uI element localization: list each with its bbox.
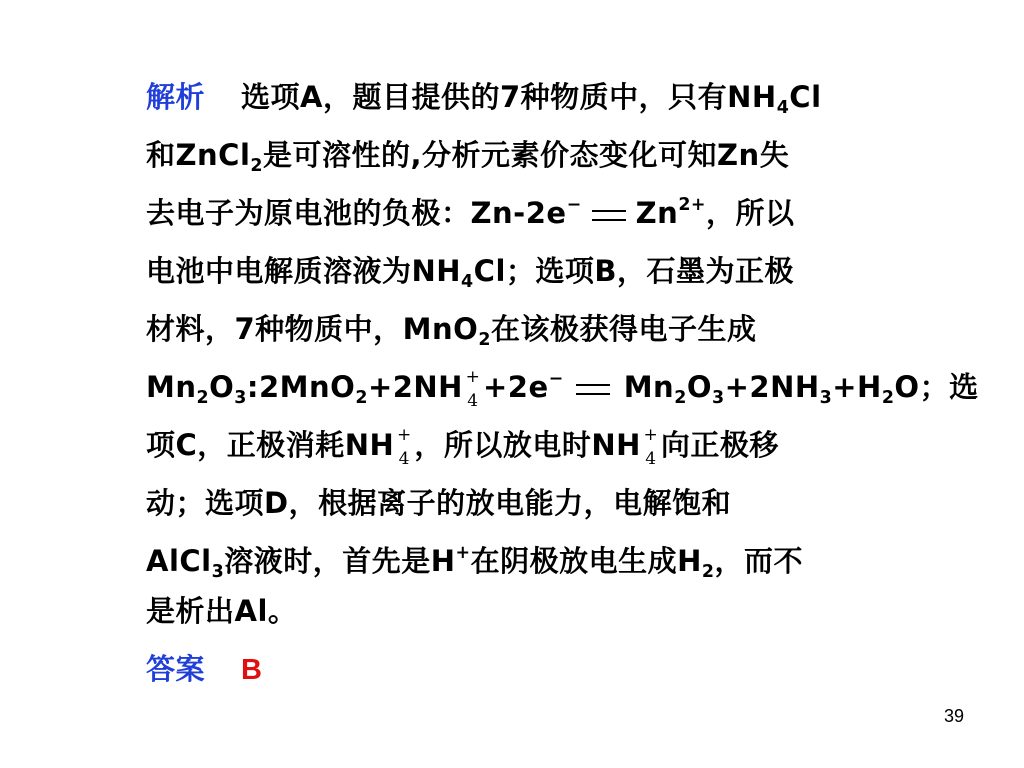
- ammonium-charge: [641, 421, 661, 473]
- answer-label: 答案: [146, 652, 206, 686]
- subscript: 3: [819, 388, 833, 409]
- subscript: 4: [776, 98, 790, 119]
- text-line-2: [146, 126, 886, 184]
- ion-subscript: 4: [467, 391, 479, 411]
- subscript: 3: [234, 388, 247, 409]
- text-line-10: [146, 582, 886, 640]
- line8-text: 动；选项D，根据离子的放电能力，电解饱和: [146, 486, 732, 520]
- text-line-8: [146, 474, 886, 532]
- line10-text: 是析出Al。: [146, 594, 298, 628]
- formula-text: +2NH: [367, 370, 463, 404]
- ion-subscript: 4: [645, 449, 657, 469]
- ammonium-charge: [463, 363, 483, 415]
- formula-text: :2MnO: [246, 370, 356, 404]
- subscript: 3: [211, 562, 225, 583]
- line1-text-end: Cl: [789, 80, 822, 114]
- subscript: 2: [881, 388, 895, 409]
- text-line-1: [146, 68, 886, 126]
- formula-text: O: [209, 370, 235, 404]
- subscript: 2: [196, 388, 210, 409]
- superscript: +: [455, 542, 471, 563]
- line4-text-end: Cl；选项B，石墨为正极: [473, 254, 794, 288]
- line2-text: 和ZnCl: [146, 138, 251, 172]
- line7-text-end: 向正极移: [660, 428, 779, 462]
- text-line-4: [146, 242, 886, 300]
- formula-text: +2e: [482, 370, 549, 404]
- line9-text: 溶液时，首先是H: [224, 544, 456, 578]
- charge-sign: +: [396, 425, 412, 445]
- formula-text: +2NH: [724, 370, 820, 404]
- equals-sign-icon: [576, 384, 610, 395]
- line7-text: 项C，正极消耗NH: [146, 428, 395, 462]
- line9-text: AlCl: [146, 544, 212, 578]
- line2-text-end: 是可溶性的,分析元素价态变化可知Zn失: [263, 138, 790, 172]
- formula-text: Mn: [623, 370, 675, 404]
- subscript: 2: [478, 330, 491, 351]
- text-line-3: [146, 184, 886, 242]
- superscript: −: [566, 194, 582, 215]
- text-line-6: [146, 358, 979, 416]
- formula-text-end: O；选: [894, 370, 979, 404]
- subscript: 2: [701, 562, 715, 583]
- charge-sign: +: [643, 425, 659, 445]
- charge-sign: +: [465, 367, 481, 387]
- answer-value: B: [241, 654, 263, 686]
- line3-text: 去电子为原电池的负极：Zn-2e: [146, 196, 567, 230]
- equals-sign-icon: [592, 210, 626, 221]
- line5-text-end: 在该极获得电子生成: [490, 312, 757, 346]
- subscript: 4: [461, 272, 474, 293]
- ammonium-charge: [394, 421, 414, 473]
- subscript: 2: [250, 156, 264, 177]
- subscript: 3: [711, 388, 725, 409]
- text-line-7: [146, 416, 886, 474]
- superscript: −: [548, 368, 564, 389]
- text-line-5: [146, 300, 886, 358]
- formula-text: Mn: [146, 370, 197, 404]
- subscript: 2: [674, 388, 687, 409]
- ion-subscript: 4: [398, 449, 410, 469]
- line7-text: ，所以放电时NH: [414, 428, 641, 462]
- formula-text: +H: [832, 370, 882, 404]
- answer-line: [146, 640, 886, 698]
- line5-text: 材料，7种物质中，MnO: [146, 312, 479, 346]
- superscript: 2+: [678, 194, 706, 215]
- formula-text: O: [686, 370, 712, 404]
- line9-text: 在阴极放电生成H: [470, 544, 702, 578]
- subscript: 2: [355, 388, 368, 409]
- page-number: 39: [943, 706, 964, 726]
- line3-text-end: ，所以: [706, 196, 795, 230]
- line4-text: 电池中电解质溶液为NH: [146, 254, 462, 288]
- line1-text: 选项A，题目提供的7种物质中，只有NH: [241, 80, 777, 114]
- zn-ion: Zn: [635, 196, 679, 230]
- analysis-label: 解析: [146, 80, 206, 114]
- line9-text-end: ，而不: [714, 544, 803, 578]
